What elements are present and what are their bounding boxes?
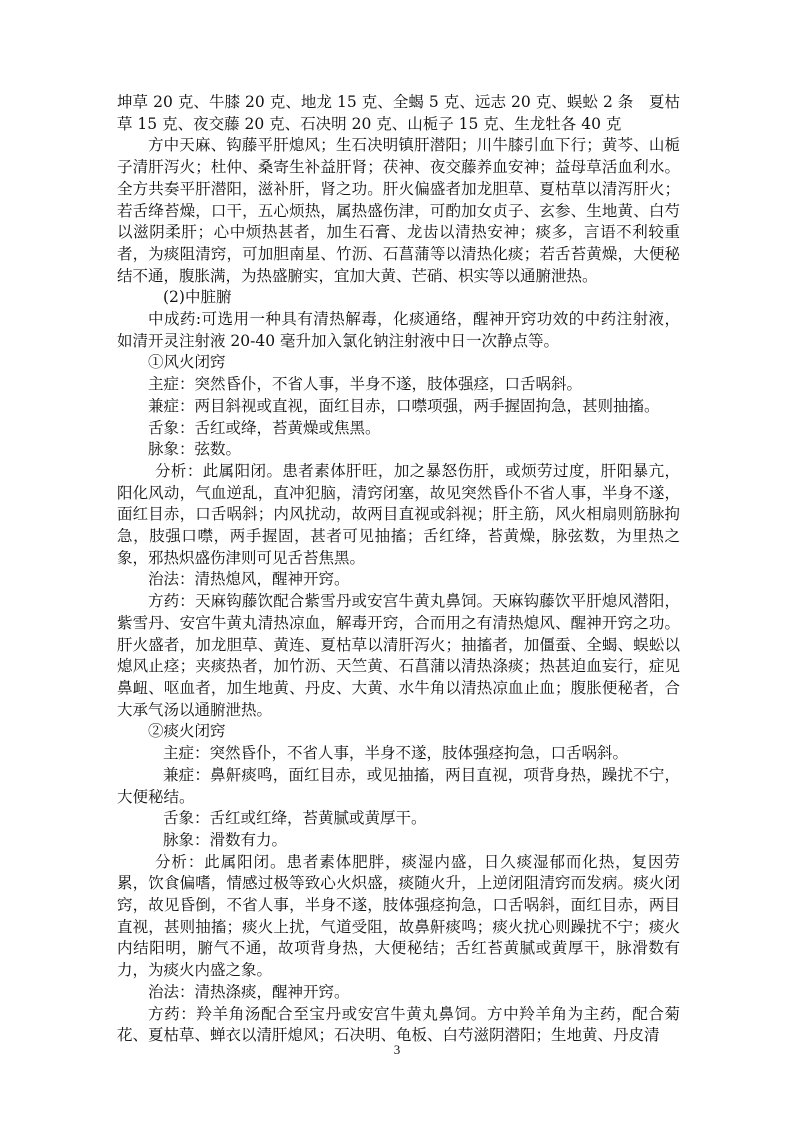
paragraph-treatment-2: 治法：清热涤痰，醒神开窍。 bbox=[148, 982, 350, 1001]
paragraph-analysis: 分析：此属阳闭。患者素体肝旺，加之暴怒伤肝，或烦劳过度，肝阳暴亢，阳化风动，气血逆乱，直冲犯脑，清窍闭塞，故见突然昏仆不省人事，半身不遂，面红目赤，口舌㖞斜；内风扰动，故两目直视或斜视；肝主筋，风火相扇则筋脉拘急，肢强口噤，两手握固，甚者可见抽搐；舌红绛，苔黄燥，脉弦数，为里热之象，邪热炽盛伤津则可见舌苔焦黑。 bbox=[117, 461, 680, 567]
paragraph-main-symptoms-2: 主症：突然昏仆，不省人事，半身不遂，肢体强痉拘急，口舌㖞斜。 bbox=[163, 744, 629, 763]
subheading-fenghuo-bi: ①风火闭窍 bbox=[148, 353, 226, 372]
paragraph-pulse: 脉象：弦数。 bbox=[148, 440, 242, 459]
paragraph-main-symptoms: 主症：突然昏仆，不省人事，半身不遂，肢体强痉，口舌㖞斜。 bbox=[148, 375, 583, 394]
paragraph-tongue: 舌象：舌红或绛，苔黄燥或焦黑。 bbox=[148, 418, 381, 437]
page-number: 3 bbox=[393, 1042, 401, 1057]
paragraph-herb-list: 坤草 20 克、牛膝 20 克、地龙 15 克、全蝎 5 克、远志 20 克、蜈蚣 2 条 夏枯草 15 克、夜交藤 20 克、石决明 20 克、山栀子 15 克、生龙牡各 40 克 bbox=[117, 93, 680, 133]
document-body bbox=[117, 92, 680, 1047]
paragraph-accompanying-symptoms-2: 兼症：鼻鼾痰鸣，面红目赤，或见抽搐，两目直视，项背身热，躁扰不宁，大便秘结。 bbox=[117, 765, 680, 806]
paragraph-tongue-2: 舌象：舌红或红绛，苔黄腻或黄厚干。 bbox=[163, 809, 427, 828]
paragraph-prescription-2: 方药：羚羊角汤配合至宝丹或安宫牛黄丸鼻饲。方中羚羊角为主药，配合菊花、夏枯草、蝉衣以清肝熄风；石决明、龟板、白芍滋阴潜阳；生地黄、丹皮清 bbox=[117, 1004, 680, 1045]
paragraph-prescription: 方药：天麻钩藤饮配合紫雪丹或安宫牛黄丸鼻饲。天麻钩藤饮平肝熄风潜阳，紫雪丹、安宫牛黄丸清热凉血，解毒开窍，合而用之有清热熄风、醒神开窍之功。肝火盛者，加龙胆草、黄连、夏枯草以清肝泻火；抽搐者，加僵蚕、全蝎、蜈蚣以熄风止痉；夹痰热者，加竹沥、天竺黄、石菖蒲以清热涤痰；热甚迫血妄行，症见鼻衄、呕血者，加生地黄、丹皮、大黄、水牛角以清热凉血止血；腹胀便秘者，合大承气汤以通腑泄热。 bbox=[117, 592, 680, 719]
paragraph-analysis-2: 分析：此属阳闭。患者素体肥胖，痰湿内盛，日久痰湿郁而化热，复因劳累，饮食偏嗜，情感过极等致心火炽盛，痰随火升，上逆闭阻清窍而发病。痰火闭窍，故见昏倒，不省人事，半身不遂，肢体强痉拘急，口舌㖞斜，面红目赤，两目直视，甚则抽搐；痰火上扰，气道受阻，故鼻鼾痰鸣；痰火扰心则躁扰不宁；痰火内结阳明，腑气不通，故项背身热，大便秘结；舌红苔黄腻或黄厚干，脉滑数有力，为痰火内盛之象。 bbox=[117, 852, 680, 980]
paragraph-pulse-2: 脉象：滑数有力。 bbox=[163, 830, 288, 849]
paragraph-accompanying-symptoms: 兼症：两目斜视或直视，面红目赤，口噤项强，两手握固拘急，甚则抽搐。 bbox=[148, 396, 660, 415]
paragraph-patent-medicine: 中成药:可选用一种具有清热解毒，化痰通络，醒神开窍功效的中药注射液，如清开灵注射液 20-40 毫升加入氯化钠注射液中日一次静点等。 bbox=[117, 310, 680, 350]
paragraph-treatment: 治法：清热熄风，醒神开窍。 bbox=[148, 570, 350, 589]
paragraph-formula-analysis: 方中天麻、钩藤平肝熄风；生石决明镇肝潜阳；川牛膝引血下行；黄芩、山栀子清肝泻火；杜仲、桑寄生补益肝肾；茯神、夜交藤养血安神；益母草活血利水。全方共奏平肝潜阳，滋补肝，肾之功。肝火偏盛者加龙胆草、夏枯草以清泻肝火；若舌绛苔燥，口干，五心烦热，属热盛伤津，可酌加女贞子、玄参、生地黄、白芍以滋阴柔肝；心中烦热甚者，加生石膏、龙齿以清热安神；痰多，言语不利较重者，为痰阻清窍，可加胆南星、竹沥、石菖蒲等以清热化痰；若舌苔黄燥，大便秘结不通，腹胀满，为热盛腑实，宜加大黄、芒硝、枳实等以通腑泄热。 bbox=[117, 136, 680, 285]
section-heading-zhongzangfu: (2)中脏腑 bbox=[163, 288, 232, 307]
subheading-tanhuo-bi: ②痰火闭窍 bbox=[148, 722, 226, 741]
